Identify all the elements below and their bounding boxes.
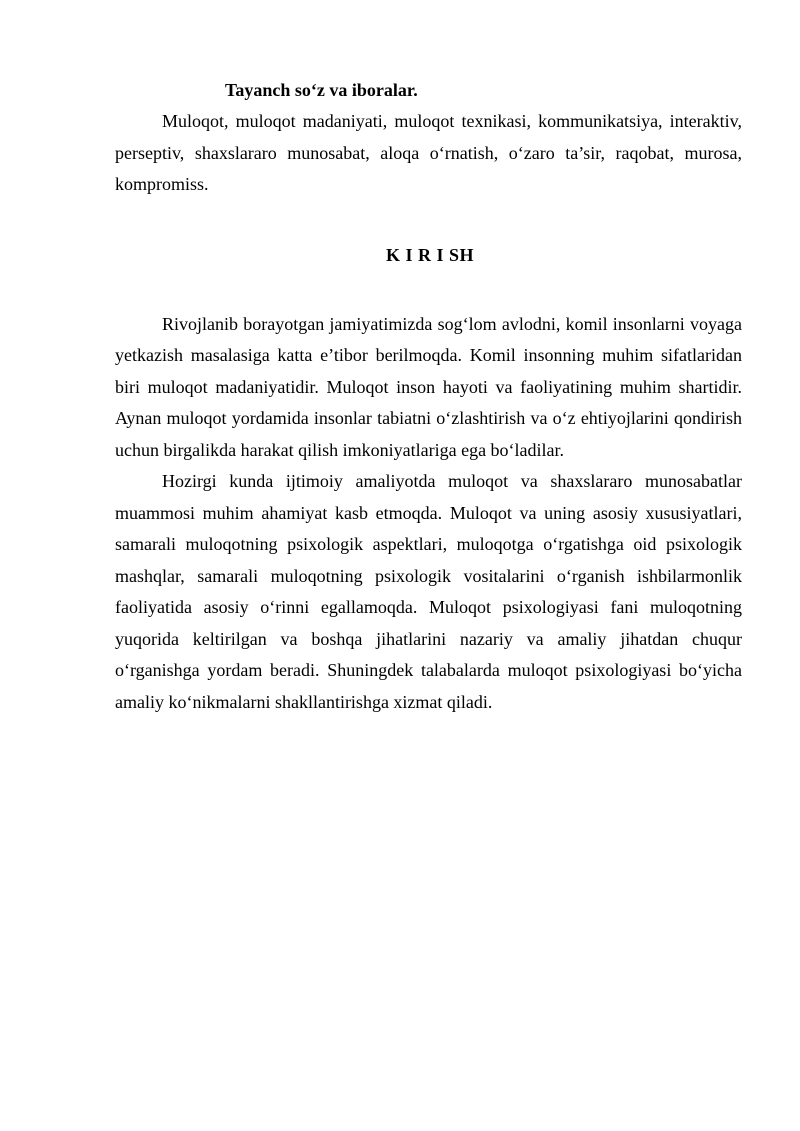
document-page — [115, 68, 742, 718]
keywords-text: Muloqot, muloqot madaniyati, muloqot texnikasi, kommunikatsiya, interaktiv, perseptiv, shaxslararo munosabat, aloqa o‘rnatish, o‘zaro ta’sir, raqobat, murosa, kompromiss. — [115, 111, 742, 194]
keywords-heading: Tayanch so‘z va iboralar. — [225, 80, 418, 100]
intro-paragraph-2: Hozirgi kunda ijtimoiy amaliyotda muloqot va shaxslararo munosabatlar muammosi muhim ahamiyat kasb etmoqda. Muloqot va uning asosiy xususiyatlari, samarali muloqotning psixologik aspektlari, muloqotga o‘rgatishga oid psixologik mashqlar, samarali muloqotning psixologik vositalarini o‘rganish ishbilarmonlik faoliyatida asosiy o‘rinni egallamoqda. Muloqot psixologiyasi fani muloqotning yuqorida keltirilgan va boshqa jihatlarini nazariy va amaliy jihatdan chuqur o‘rganishga yordam beradi. Shuningdek talabalarda muloqot psixologiyasi bo‘yicha amaliy ko‘nikmalarni shakllantirishga xizmat qiladi. — [115, 471, 742, 712]
intro-heading: K I R I SH — [386, 244, 475, 265]
intro-paragraph-1: Rivojlanib borayotgan jamiyatimizda sog‘lom avlodni, komil insonlarni voyaga yetkazish masalasiga katta e’tibor berilmoqda. Komil insonning muhim sifatlaridan biri muloqot madaniyatidir. Muloqot inson hayoti va faoliyatining muhim shartidir. Aynan muloqot yordamida insonlar tabiatni o‘zlashtirish va o‘z ehtiyojlarini qondirish uchun birgalikda harakat qilish imkoniyatlariga ega bo‘ladilar. — [115, 313, 742, 460]
